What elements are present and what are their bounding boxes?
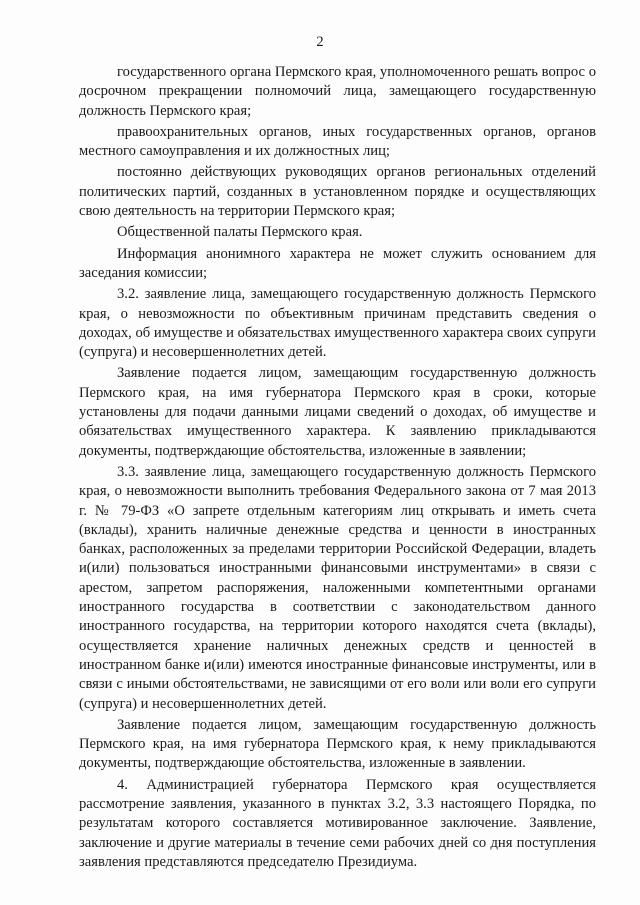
paragraph: постоянно действующих руководящих органов региональных отделений политических партий, созданных в установленном порядке и осуществляющих свою деятельность на территории Пермского края; [79, 164, 596, 220]
paragraph: Заявление подается лицом, замещающим государственную должность Пермского края, на имя губернатора Пермского края в сроки, которые установлены для подачи данными лицами сведений о доходах, об имуществе и обязательствах имущественного характера. К заявлению прикладываются документы, подтверждающие обстоятельства, изложенные в заявлении; [79, 365, 596, 459]
paragraph: 3.2. заявление лица, замещающего государственную должность Пермского края, о невозможности по объективным причинам представить сведения о доходах, об имуществе и обязательствах имущественного характера своих супруги (супруга) и несовершеннолетних детей. [79, 286, 596, 361]
paragraph: Заявление подается лицом, замещающим государственную должность Пермского края, на имя губернатора Пермского края, к нему прикладываются документы, подтверждающие обстоятельства, изложенные в заявлении. [79, 716, 596, 772]
paragraph: Общественной палаты Пермского края. [117, 224, 363, 241]
paragraph: Информация анонимного характера не может служить основанием для заседания комиссии; [79, 245, 596, 281]
document-body [79, 63, 596, 872]
paragraph: государственного органа Пермского края, уполномоченного решать вопрос о досрочном прекращении полномочий лица, замещающего государственную должность Пермского края; [79, 64, 596, 119]
page-number: 2 [316, 34, 324, 50]
paragraph: 4. Администрацией губернатора Пермского края осуществляется рассмотрение заявления, указанного в пунктах 3.2, 3.3 настоящего Порядка, по результатам которого составляется мотивированное заключение. Заявление, заключение и другие материалы в течение семи рабочих дней со дня поступления заявления представляются председателю Президиума. [79, 776, 596, 870]
paragraph: правоохранительных органов, иных государственных органов, органов местного самоуправления и их должностных лиц; [79, 123, 596, 160]
paragraph: 3.3. заявление лица, замещающего государственную должность Пермского края, о невозможности выполнить требования Федерального закона от 7 мая 2013 г. № 79-ФЗ «О запрете отдельным категориям лиц открывать и иметь счета (вклады), хранить наличные денежные средства и ценности в иностранных банках, расположенных за пределами территории Российской Федерации, владеть и(или) пользоваться иностранными финансовыми инструментами» в связи с арестом, запретом распоряжения, наложенными компетентными органами иностранного государства в соответствии с законодательством данного иностранного государства, на территории которого находятся счета (вклады), осуществляется хранение наличных денежных средств и ценностей в иностранном банке и(или) имеются иностранные финансовые инструменты, или в связи с иными обстоятельствами, не зависящими от его воли или воли его супруги (супруга) и несовершеннолетних детей. [79, 463, 596, 712]
